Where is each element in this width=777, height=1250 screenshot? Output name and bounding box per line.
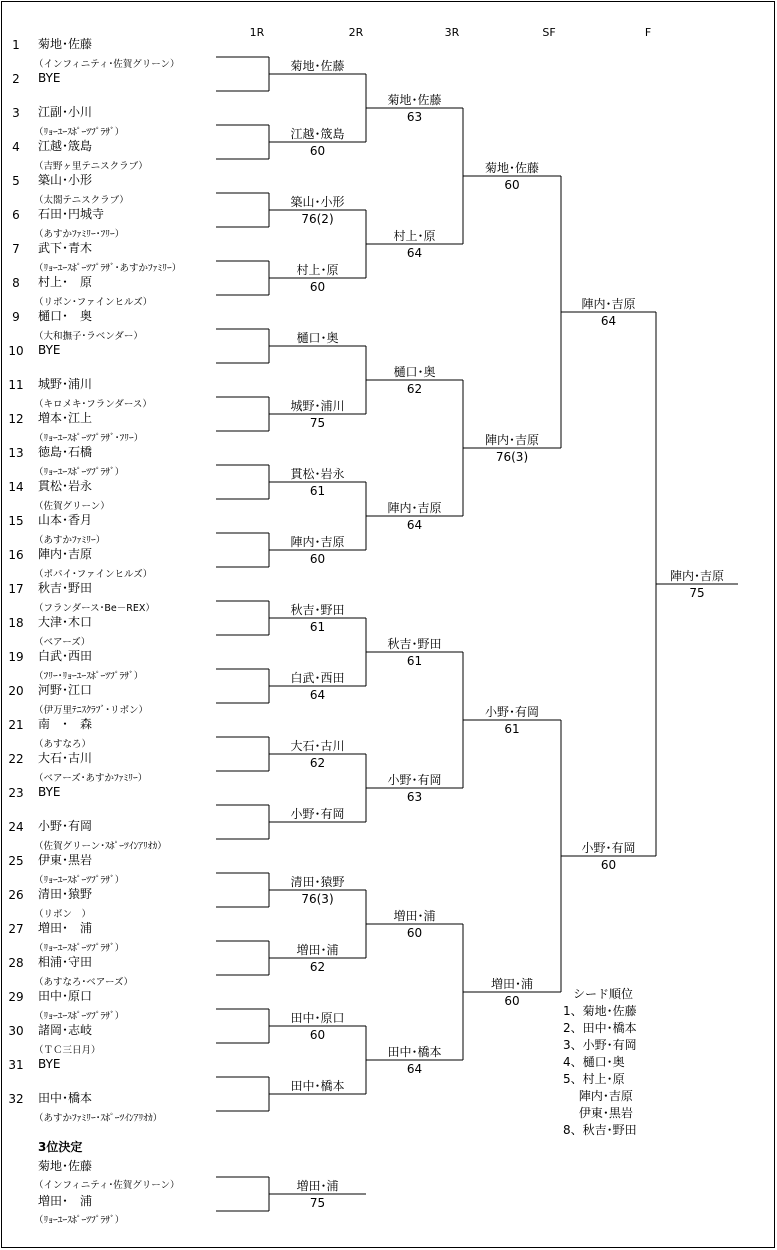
entry-names: 相浦･守田: [38, 955, 93, 969]
match-winner: 貫松･岩永: [290, 467, 345, 481]
match-winner: 菊地･佐藤: [387, 93, 442, 107]
round-header: SF: [542, 26, 556, 39]
entry-number: 9: [12, 310, 20, 324]
entry-names: 菊地･佐藤: [38, 37, 93, 51]
match-winner: 小野･有岡: [290, 807, 345, 821]
match-score: 60: [309, 144, 326, 158]
entry-number: 25: [8, 854, 24, 868]
entry-number: 20: [8, 684, 24, 698]
match-winner: 秋吉･野田: [290, 603, 345, 617]
match-score: 75: [689, 586, 705, 600]
entry-names: 貫松･岩永: [38, 479, 93, 493]
match-winner: 樋口･奥: [296, 331, 339, 345]
entry-names: 増本･江上: [38, 411, 93, 425]
entry-names: 南 ･ 森: [38, 717, 93, 731]
seed-item: 伊東･黒岩: [563, 1106, 633, 1120]
entry-names: 増田･ 浦: [38, 921, 93, 935]
match-winner: 清田･猿野: [290, 875, 345, 889]
entry-names: 陣内･吉原: [38, 547, 93, 561]
round-header: 1R: [249, 26, 265, 39]
entry-number: 5: [12, 174, 20, 188]
entry-number: 15: [8, 514, 24, 528]
entry-affiliation: （あすかﾌｧﾐﾘｰ･ﾌﾘｰ）: [34, 229, 125, 240]
match-score: 64: [600, 314, 617, 328]
round-header: F: [644, 26, 652, 39]
third-place-winner: 増田･浦: [296, 1179, 339, 1193]
entry-affiliation: （あすなろ･ベアーズ）: [34, 977, 133, 988]
match-score: 62: [406, 382, 423, 396]
match-score: 61: [406, 654, 423, 668]
entry-affiliation: （ﾘｮｰﾕｰｽﾎﾟｰﾂﾌﾟﾗｻﾞ･あすかﾌｧﾐﾘｰ）: [34, 263, 182, 274]
entry-number: 13: [8, 446, 24, 460]
entry-affiliation: （リボン ）: [34, 909, 92, 920]
entry-number: 8: [12, 276, 20, 290]
match-winner: 江越･筬島: [290, 127, 345, 141]
entry-number: 6: [12, 208, 20, 222]
entry-names: 河野･江口: [38, 683, 93, 697]
entry-names: BYE: [38, 71, 61, 85]
entry-number: 7: [12, 242, 20, 256]
match-winner: 田中･橋本: [387, 1045, 442, 1059]
entry-number: 16: [8, 548, 24, 562]
entry-names: 大津･木口: [38, 615, 93, 629]
entry-names: 諸岡･志岐: [38, 1023, 93, 1037]
entry-number: 18: [8, 616, 24, 630]
match-winner: 田中･原口: [290, 1011, 345, 1025]
entry-number: 23: [8, 786, 24, 800]
entry-number: 12: [8, 412, 24, 426]
match-winner: 小野･有岡: [387, 773, 442, 787]
entry-affiliation: （ﾘｮｰﾕｰｽﾎﾟｰﾂﾌﾟﾗｻﾞ）: [34, 467, 125, 478]
entry-number: 3: [12, 106, 20, 120]
match-winner: 樋口･奥: [393, 365, 436, 379]
entry-names: 城野･浦川: [38, 377, 93, 391]
match-winner: 秋吉･野田: [387, 637, 442, 651]
match-score: 75: [309, 416, 326, 430]
match-score: 60: [600, 858, 617, 872]
entry-number: 10: [8, 344, 24, 358]
seed-item: 陣内･吉原: [563, 1089, 633, 1103]
entry-affiliation: （ﾌﾘｰ･ﾘｮｰﾕｰｽﾎﾟｰﾂﾌﾟﾗｻﾞ）: [34, 671, 144, 682]
third-place-score: 75: [309, 1196, 326, 1210]
entry-names: 江越･筬島: [38, 139, 93, 153]
match-winner: 城野･浦川: [290, 399, 345, 413]
entry-affiliation: （佐賀グリーン）: [34, 501, 110, 512]
entry-affiliation: （佐賀グリーン･ｽﾎﾟｰﾂｲﾝｱﾘｵｶ）: [34, 841, 167, 852]
entry-number: 22: [8, 752, 24, 766]
entry-affiliation: （あすかﾌｧﾐﾘｰ･ｽﾎﾟｰﾂｲﾝｱﾘｵｶ）: [34, 1113, 163, 1124]
match-winner: 村上･原: [296, 263, 339, 277]
match-winner: 村上･原: [393, 229, 436, 243]
third-place-affiliation: （ﾘｮｰﾕｰｽﾎﾟｰﾂﾌﾟﾗｻﾞ）: [34, 1215, 125, 1226]
entry-names: 樋口･ 奥: [38, 309, 93, 323]
entry-names: BYE: [38, 1057, 61, 1071]
match-score: 64: [406, 1062, 423, 1076]
match-winner: 大石･古川: [290, 739, 345, 753]
entry-affiliation: （ＴＣ三日月）: [34, 1045, 101, 1056]
entry-number: 31: [8, 1058, 24, 1072]
match-score: 63: [406, 110, 423, 124]
match-winner: 増田･浦: [490, 977, 533, 991]
entry-number: 21: [8, 718, 24, 732]
match-score: 76(2): [301, 212, 334, 226]
match-winner: 菊地･佐藤: [290, 59, 345, 73]
entry-affiliation: （太閤テニスクラブ）: [34, 195, 129, 206]
entry-number: 19: [8, 650, 24, 664]
third-place-affiliation: （インフィニティ･佐賀グリーン）: [34, 1180, 180, 1191]
match-score: 76(3): [301, 892, 334, 906]
match-winner: 白武･西田: [290, 671, 345, 685]
entry-number: 11: [8, 378, 24, 392]
third-place-entry: 増田･ 浦: [38, 1194, 93, 1208]
match-score: 60: [504, 994, 520, 1008]
entry-names: 小野･有岡: [38, 819, 93, 833]
entry-affiliation: （ﾘｮｰﾕｰｽﾎﾟｰﾂﾌﾟﾗｻﾞ）: [34, 127, 125, 138]
entry-names: 清田･猿野: [38, 887, 93, 901]
seed-title: シード順位: [573, 987, 634, 1001]
entry-names: 江副･小川: [38, 105, 93, 119]
entry-names: 山本･香月: [38, 513, 93, 527]
match-winner: 小野･有岡: [484, 705, 539, 719]
entry-names: 大石･古川: [38, 751, 93, 765]
seed-item: 2、田中･橋本: [563, 1021, 637, 1035]
match-score: 60: [504, 178, 520, 192]
entry-number: 30: [8, 1024, 24, 1038]
entry-affiliation: （大和撫子･ラベンダー）: [34, 331, 143, 342]
entry-affiliation: （ﾘｮｰﾕｰｽﾎﾟｰﾂﾌﾟﾗｻﾞ･ﾌﾘｰ）: [34, 433, 144, 444]
match-score: 61: [309, 620, 326, 634]
entry-affiliation: （ﾘｮｰﾕｰｽﾎﾟｰﾂﾌﾟﾗｻﾞ）: [34, 875, 125, 886]
seed-item: 4、樋口･奥: [563, 1055, 625, 1069]
seed-item: 3、小野･有岡: [563, 1038, 637, 1052]
entry-number: 4: [12, 140, 20, 154]
entry-number: 27: [8, 922, 24, 936]
entry-affiliation: （ベアーズ･あすかﾌｧﾐﾘｰ）: [34, 773, 148, 784]
match-score: 61: [309, 484, 326, 498]
entry-affiliation: （ﾘｮｰﾕｰｽﾎﾟｰﾂﾌﾟﾗｻﾞ）: [34, 943, 125, 954]
entry-names: 田中･橋本: [38, 1091, 93, 1105]
entry-affiliation: （あすなろ）: [34, 739, 92, 750]
entry-number: 1: [12, 38, 20, 52]
entry-affiliation: （伊万里ﾃﾆｽｸﾗﾌﾞ･リボン）: [34, 705, 149, 716]
match-winner: 築山･小形: [290, 195, 345, 209]
match-winner: 増田･浦: [296, 943, 339, 957]
entry-affiliation: （ポパイ･ファインヒルズ）: [34, 569, 153, 580]
match-score: 76(3): [495, 450, 529, 464]
entry-affiliation: （あすかﾌｧﾐﾘｰ）: [34, 535, 106, 546]
match-score: 63: [406, 790, 423, 804]
match-score: 64: [406, 246, 423, 260]
entry-names: 伊東･黒岩: [38, 853, 93, 867]
entry-affiliation: （ﾘｮｰﾕｰｽﾎﾟｰﾂﾌﾟﾗｻﾞ）: [34, 1011, 125, 1022]
entry-affiliation: （ベアーズ）: [34, 637, 91, 648]
match-winner: 菊地･佐藤: [484, 161, 539, 175]
match-score: 60: [406, 926, 423, 940]
round-header: 2R: [348, 26, 364, 39]
match-score: 64: [406, 518, 423, 532]
match-score: 64: [309, 688, 326, 702]
entry-names: 田中･原口: [38, 989, 93, 1003]
entry-names: 白武･西田: [38, 649, 93, 663]
entry-names: 武下･青木: [38, 241, 93, 255]
entry-number: 24: [8, 820, 24, 834]
entry-number: 17: [8, 582, 24, 596]
entry-names: 村上･ 原: [38, 275, 93, 289]
entry-number: 29: [8, 990, 24, 1004]
entry-affiliation: （インフィニティ･佐賀グリーン）: [34, 59, 180, 70]
match-winner: 小野･有岡: [581, 841, 636, 855]
match-winner: 陣内･吉原: [581, 297, 636, 311]
entry-number: 28: [8, 956, 24, 970]
match-winner: 増田･浦: [393, 909, 436, 923]
entry-affiliation: （フランダース･Be－REX）: [34, 603, 155, 614]
entry-names: 石田･円城寺: [38, 207, 105, 221]
match-winner: 陣内･吉原: [484, 433, 539, 447]
match-winner: 陣内･吉原: [669, 569, 724, 583]
match-score: 60: [309, 552, 326, 566]
entry-number: 32: [8, 1092, 24, 1106]
entry-affiliation: （リボン･ファインヒルズ）: [34, 297, 153, 308]
match-score: 62: [309, 756, 326, 770]
seed-item: 8、秋吉･野田: [563, 1123, 637, 1137]
entry-affiliation: （キロメキ･フランダース）: [34, 399, 152, 410]
match-score: 62: [309, 960, 326, 974]
third-place-entry: 菊地･佐藤: [38, 1159, 93, 1173]
match-score: 60: [309, 1028, 326, 1042]
round-header: 3R: [444, 26, 460, 39]
entry-names: 築山･小形: [38, 173, 93, 187]
match-score: 60: [309, 280, 326, 294]
match-winner: 田中･橋本: [290, 1079, 345, 1093]
match-score: 61: [504, 722, 520, 736]
entry-number: 14: [8, 480, 24, 494]
seed-item: 5、村上･原: [563, 1072, 625, 1086]
entry-names: 秋吉･野田: [38, 581, 93, 595]
entry-number: 2: [12, 72, 20, 86]
entry-names: 徳島･石橋: [38, 445, 93, 459]
entry-affiliation: （吉野ヶ里テニスクラブ）: [34, 161, 148, 172]
third-place-title: 3位決定: [38, 1140, 83, 1154]
entry-number: 26: [8, 888, 24, 902]
seed-item: 1、菊地･佐藤: [563, 1004, 637, 1018]
entry-names: BYE: [38, 785, 61, 799]
entry-names: BYE: [38, 343, 61, 357]
match-winner: 陣内･吉原: [387, 501, 442, 515]
match-winner: 陣内･吉原: [290, 535, 345, 549]
